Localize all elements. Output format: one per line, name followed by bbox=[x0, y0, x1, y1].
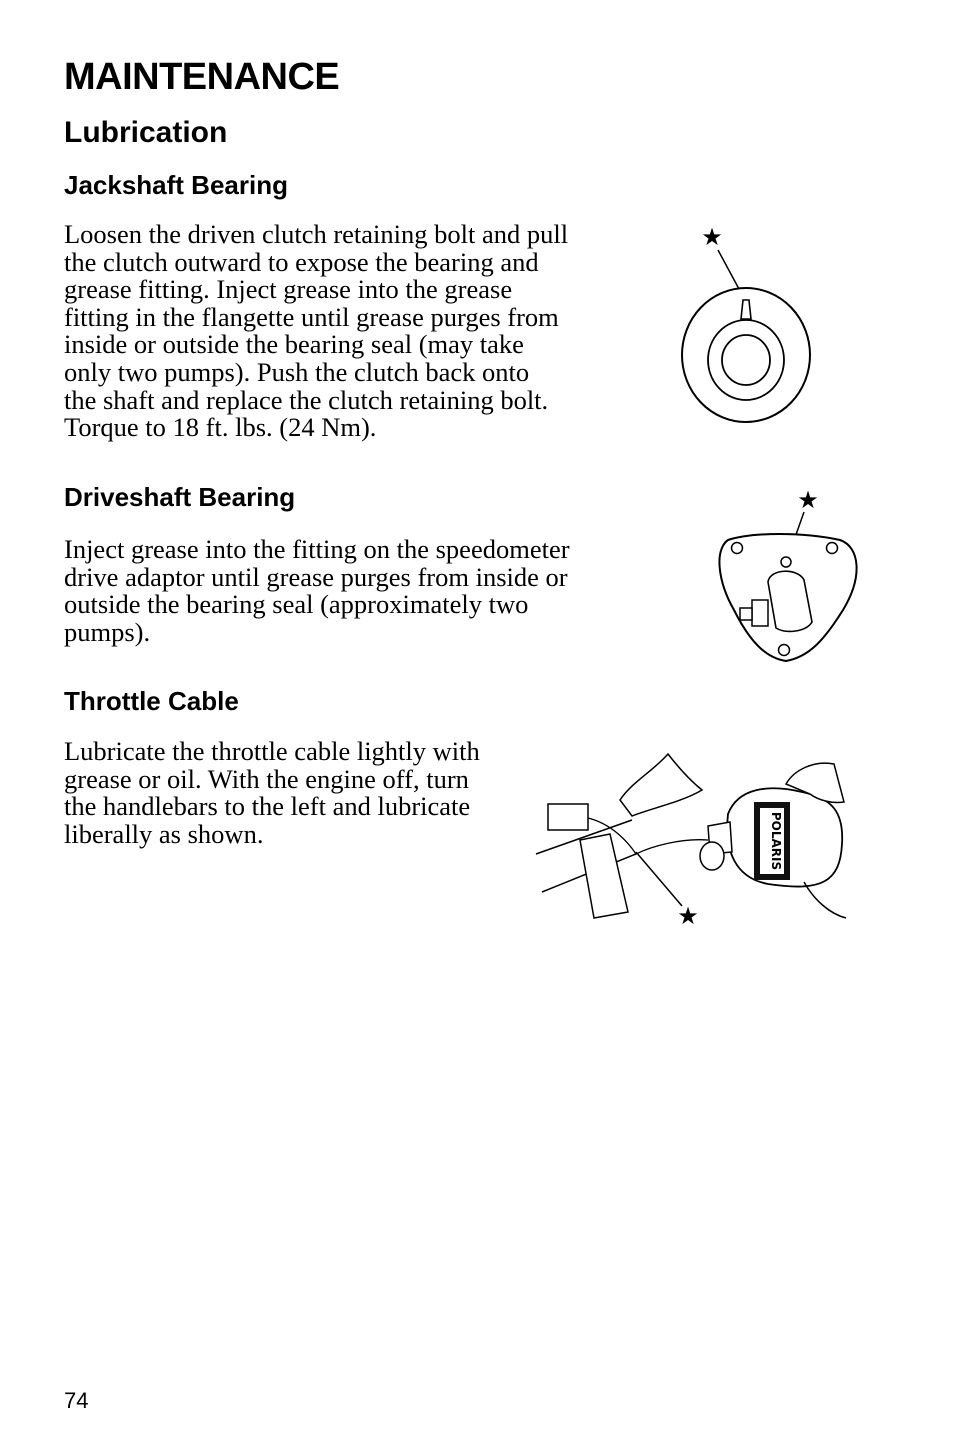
driveshaft-body: Inject grease into the fitting on the speedometer drive adaptor until grease purges from inside or outside the bearing seal (approximately two pumps). bbox=[64, 534, 570, 647]
grease-fitting bbox=[741, 300, 751, 319]
callout-star-icon: ★ bbox=[797, 486, 819, 514]
drive-cable-end bbox=[740, 608, 752, 620]
throttle-body: Lubricate the throttle cable lightly with grease or oil. With the engine off, turn the handlebars to the left and lubricate liberally as shown. bbox=[64, 736, 480, 849]
right-hand-lower bbox=[804, 882, 846, 918]
left-hand bbox=[620, 754, 702, 816]
driveshaft-bearing-illustration bbox=[708, 482, 888, 672]
throttle-housing bbox=[548, 804, 588, 830]
section-title: Lubrication bbox=[64, 116, 228, 149]
bolt-hole bbox=[827, 543, 838, 554]
page-title: MAINTENANCE bbox=[64, 56, 340, 98]
drive-cable-fitting bbox=[752, 600, 768, 626]
jackshaft-bearing-illustration bbox=[672, 218, 822, 428]
handlebar-grip bbox=[580, 834, 628, 918]
bolt-hole bbox=[779, 645, 790, 656]
bearing-bore bbox=[722, 335, 770, 385]
bottle-cap bbox=[700, 842, 724, 870]
bottle-brand-label: POLARIS bbox=[769, 811, 783, 871]
page-number: 74 bbox=[64, 1388, 89, 1413]
throttle-heading: Throttle Cable bbox=[64, 686, 239, 716]
throttle-cable-illustration bbox=[532, 742, 848, 932]
driveshaft-heading: Driveshaft Bearing bbox=[64, 482, 296, 512]
callout-star-icon: ★ bbox=[701, 223, 723, 251]
jackshaft-heading: Jackshaft Bearing bbox=[64, 170, 288, 200]
bolt-hole bbox=[732, 543, 743, 554]
jackshaft-body: Loosen the driven clutch retaining bolt and pull the clutch outward to expose the bearing and grease fitting. Inject grease into the grease fitting in the flangette until grease purges from inside or outside the bearing seal (may take only two pumps). Push the clutch back onto the shaft and replace the clutch retaining bolt. Torque to 18 ft. lbs. (24 Nm). bbox=[64, 219, 569, 443]
callout-star-icon: ★ bbox=[677, 902, 699, 930]
grease-fitting bbox=[781, 557, 791, 567]
callout-leader-line bbox=[636, 852, 682, 906]
